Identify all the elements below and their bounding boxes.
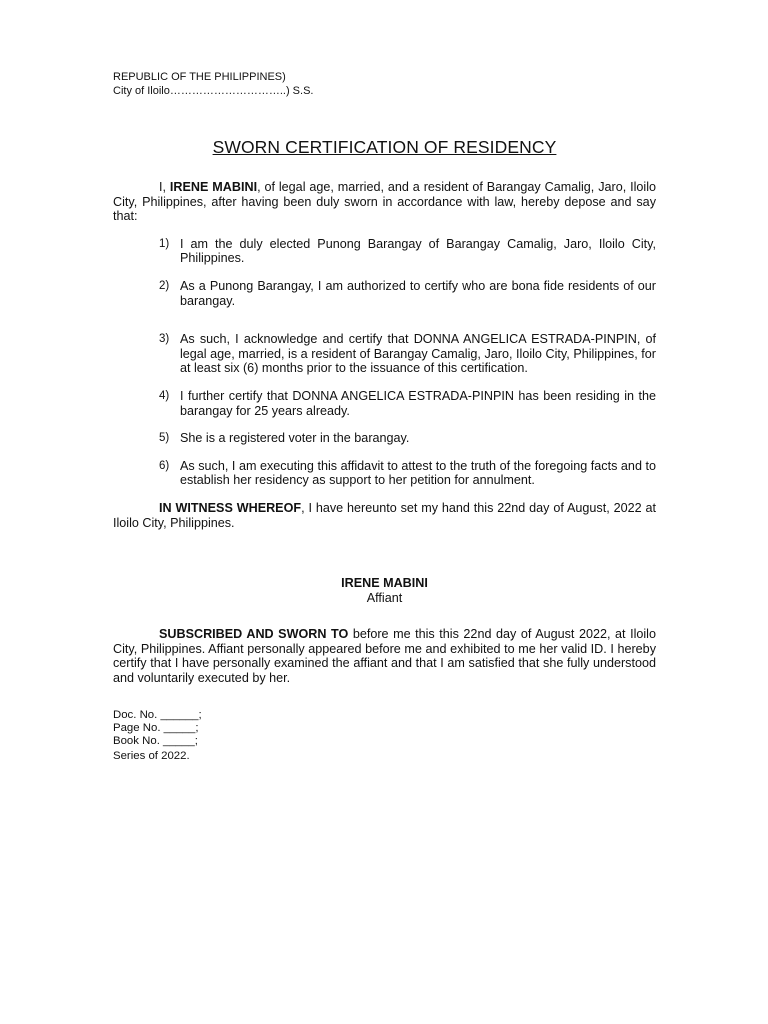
jurat-lead: SUBSCRIBED AND SWORN TO — [159, 627, 349, 642]
list-item-text: As such, I am executing this affidavit to attest to the truth of the foregoing facts and to establish her residency as support to her petition for annulment. — [180, 458, 656, 488]
jurat-paragraph — [113, 627, 656, 685]
venue-line-city: City of Iloilo…………………………..) S.S. — [113, 85, 314, 97]
list-item-number: 5) — [159, 432, 170, 445]
venue-line-republic: REPUBLIC OF THE PHILIPPINES) — [113, 71, 286, 83]
list-item — [113, 389, 656, 418]
list-item-number: 4) — [159, 389, 170, 402]
list-item-text: As a Punong Barangay, I am authorized to certify who are bona fide residents of our barangay. — [180, 278, 656, 308]
signature-block — [113, 576, 656, 605]
list-item — [113, 459, 656, 488]
affiant-role: Affiant — [366, 590, 403, 605]
affiant-name-inline: IRENE MABINI — [169, 180, 258, 194]
witness-lead: IN WITNESS WHEREOF — [159, 500, 302, 515]
list-item — [113, 332, 656, 376]
list-item-number: 2) — [159, 279, 170, 292]
list-item-number: 1) — [159, 237, 170, 250]
list-item — [113, 237, 656, 266]
list-item-number: 6) — [159, 459, 170, 472]
list-item-text: As such, I acknowledge and certify that DONNA ANGELICA ESTRADA-PINPIN, of legal age, married, is a resident of Barangay Camalig, Jaro, Iloilo City, Philippines, for at least six (6) months prior to the issuance of this certification. — [180, 332, 656, 376]
list-item-number: 3) — [159, 333, 170, 346]
list-item-text: I am the duly elected Punong Barangay of Barangay Camalig, Jaro, Iloilo City, Philippines. — [180, 236, 656, 266]
page-no: Page No. _____; — [113, 721, 199, 734]
book-no: Book No. _____; — [113, 735, 198, 748]
intro-paragraph — [113, 180, 656, 224]
list-item — [113, 279, 656, 308]
intro-prefix: I, — [159, 180, 170, 194]
jurat-text: before me this this 22nd day of August 2022, at Iloilo City, Philippines. Affiant personally appeared before me and exhibited to me her valid ID. I hereby certify that I have personally examined the affiant and that I am satisfied that she fully understood and voluntarily executed by her. — [113, 627, 656, 686]
affiant-name: IRENE MABINI — [341, 576, 428, 591]
document-title: SWORN CERTIFICATION OF RESIDENCY — [212, 137, 557, 157]
witness-paragraph — [113, 501, 656, 530]
document-page — [113, 70, 656, 763]
list-item-text: I further certify that DONNA ANGELICA ESTRADA-PINPIN has been residing in the barangay for 25 years already. — [180, 388, 656, 418]
notarial-register-block — [113, 709, 656, 764]
list-item — [113, 431, 656, 446]
statement-list — [113, 237, 656, 488]
witness-text: , I have hereunto set my hand this 22nd day of August, 2022 at Iloilo City, Philippines. — [113, 500, 656, 530]
doc-no: Doc. No. ______; — [113, 708, 202, 721]
list-item-text: She is a registered voter in the barangay. — [180, 431, 410, 446]
intro-text: , of legal age, married, and a resident of Barangay Camalig, Jaro, Iloilo City, Philippines, after having been duly sworn in accordance with law, hereby depose and say that: — [113, 180, 657, 224]
venue-block — [113, 70, 656, 98]
series-year: Series of 2022. — [113, 750, 190, 763]
